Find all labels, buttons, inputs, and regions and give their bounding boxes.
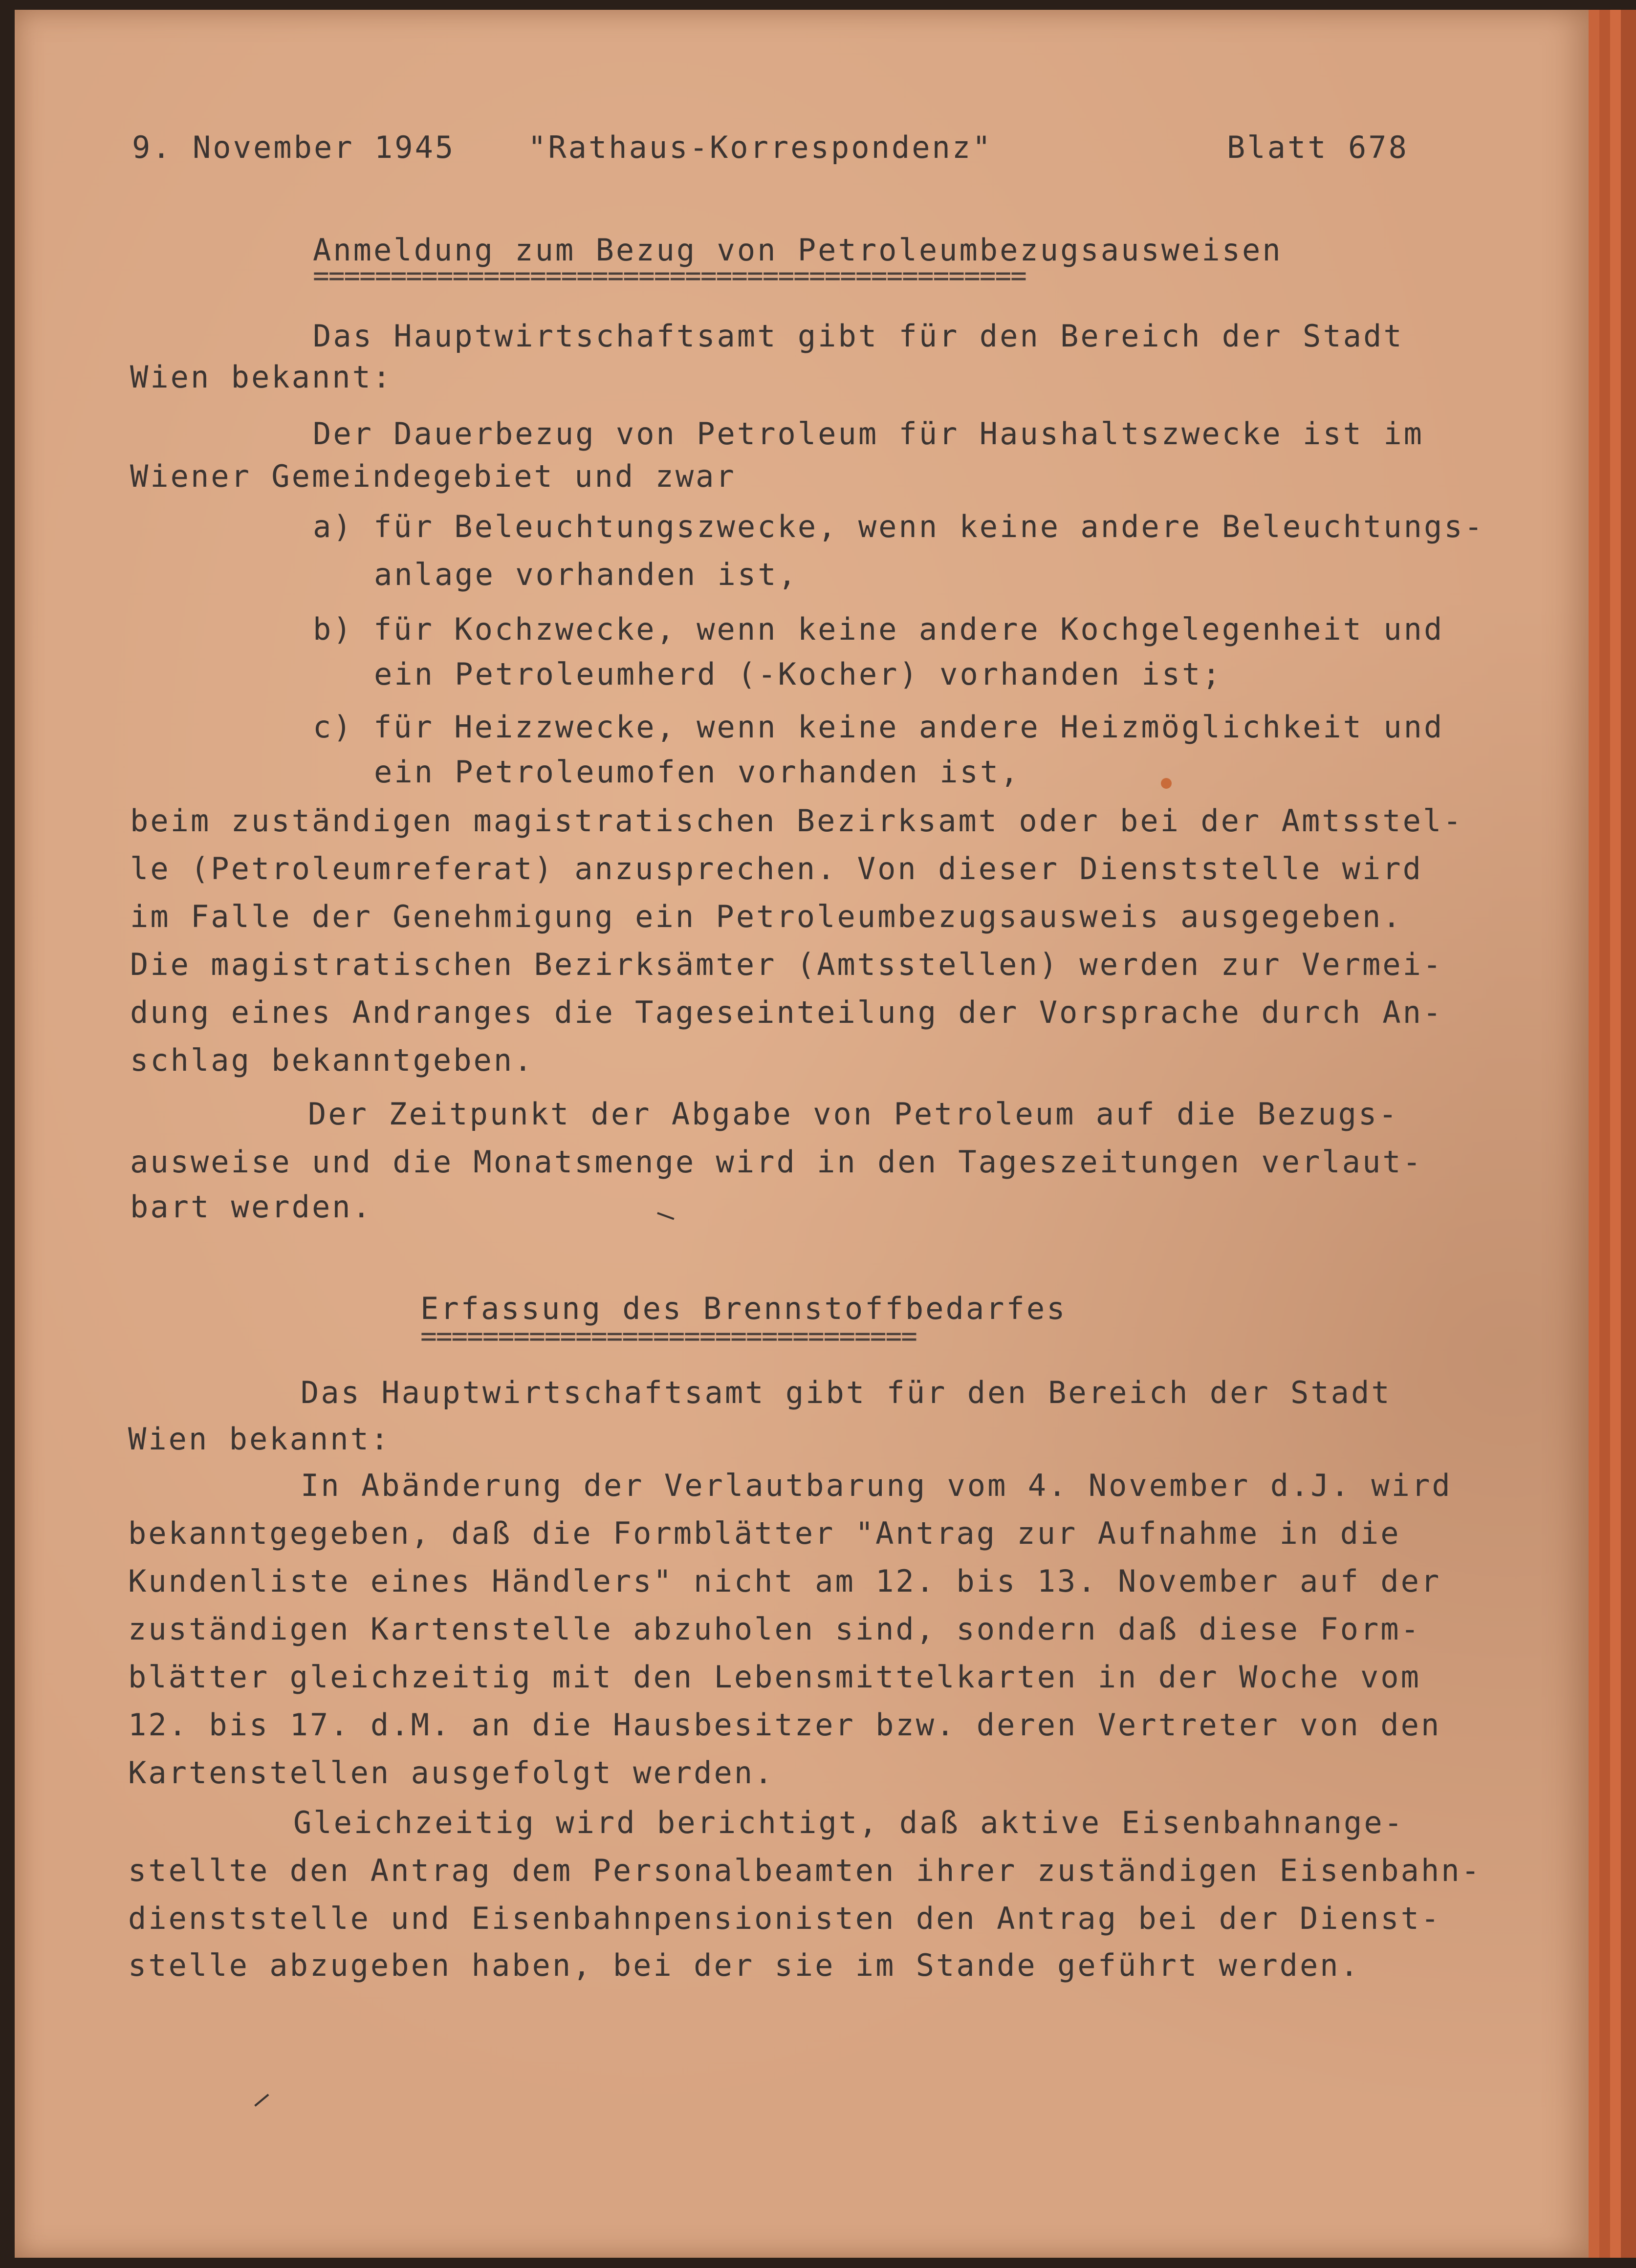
paragraph-line: Wiener Gemeindegebiet und zwar [130, 458, 736, 494]
ink-spot [1161, 778, 1172, 789]
title-underline: ================================ [420, 1324, 916, 1349]
paragraph-line: bekanntgegeben, daß die Formblätter "Antrag zur Aufnahme in die [128, 1515, 1401, 1551]
list-item-line: a) für Beleuchtungszwecke, wenn keine andere Beleuchtungs- [313, 509, 1484, 544]
title-underline: ============================================== [313, 264, 1026, 288]
list-item-line: b) für Kochzwecke, wenn keine andere Kochgelegenheit und [313, 611, 1444, 647]
list-item-line: anlage vorhanden ist, [374, 557, 798, 592]
paragraph-line: In Abänderung der Verlautbarung vom 4. November d.J. wird [301, 1468, 1452, 1503]
paragraph-line: beim zuständigen magistratischen Bezirksamt oder bei der Amtsstel- [130, 803, 1463, 839]
paragraph-line: Das Hauptwirtschaftsamt gibt für den Bereich der Stadt [313, 318, 1404, 354]
paragraph-line: Das Hauptwirtschaftsamt gibt für den Bereich der Stadt [301, 1375, 1392, 1410]
paragraph-line: zuständigen Kartenstelle abzuholen sind, sondern daß diese Form- [128, 1611, 1421, 1647]
section-title: Erfassung des Brennstoffbedarfes [420, 1291, 1067, 1326]
pencil-mark: — [652, 1195, 681, 1234]
paragraph-line: Wien bekannt: [130, 359, 393, 395]
page-edge [1621, 10, 1636, 2258]
header-date: 9. November 1945 [132, 130, 456, 165]
header-publication: "Rathaus-Korrespondenz" [528, 130, 993, 165]
pencil-mark: — [242, 2080, 279, 2118]
header-sheet-number: Blatt 678 [1227, 130, 1409, 165]
section-title: Anmeldung zum Bezug von Petroleumbezugsausweisen [313, 232, 1283, 268]
paragraph-line: stellte den Antrag dem Personalbeamten ihrer zuständigen Eisenbahn- [128, 1853, 1482, 1888]
paragraph-line: Kartenstellen ausgefolgt werden. [128, 1755, 775, 1791]
paragraph-line: bart werden. [130, 1189, 372, 1225]
paragraph-line: blätter gleichzeitig mit den Lebensmittelkarten in der Woche vom [128, 1659, 1421, 1695]
list-item-line: ein Petroleumherd (-Kocher) vorhanden ist; [374, 656, 1222, 692]
list-item-line: c) für Heizzwecke, wenn keine andere Heizmöglichkeit und [313, 709, 1444, 745]
paragraph-line: Der Zeitpunkt der Abgabe von Petroleum auf die Bezugs- [308, 1096, 1399, 1132]
paragraph-line: schlag bekanntgeben. [130, 1042, 534, 1078]
paragraph-line: dienststelle und Eisenbahnpensionisten den Antrag bei der Dienst- [128, 1901, 1441, 1936]
paragraph-line: Wien bekannt: [128, 1421, 391, 1457]
paragraph-line: 12. bis 17. d.M. an die Hausbesitzer bzw. deren Vertreter von den [128, 1707, 1441, 1743]
paragraph-line: Gleichzeitig wird berichtigt, daß aktive Eisenbahnange- [293, 1805, 1404, 1840]
paragraph-line: dung eines Andranges die Tageseinteilung der Vorsprache durch An- [130, 994, 1443, 1030]
paragraph-line: Der Dauerbezug von Petroleum für Haushaltszwecke ist im [313, 416, 1424, 452]
paragraph-line: Kundenliste eines Händlers" nicht am 12. bis 13. November auf der [128, 1563, 1441, 1599]
paragraph-line: Die magistratischen Bezirksämter (Amtsstellen) werden zur Vermei- [130, 947, 1443, 982]
page-edge [1610, 10, 1621, 2258]
paragraph-line: im Falle der Genehmigung ein Petroleumbezugsausweis ausgegeben. [130, 899, 1403, 934]
page-edge [1599, 10, 1610, 2258]
paragraph-line: le (Petroleumreferat) anzusprechen. Von dieser Dienststelle wird [130, 851, 1423, 886]
paragraph-line: stelle abzugeben haben, bei der sie im Stande geführt werden. [128, 1947, 1360, 1983]
list-item-line: ein Petroleumofen vorhanden ist, [374, 754, 1021, 790]
paragraph-line: ausweise und die Monatsmenge wird in den Tageszeitungen verlaut- [130, 1144, 1423, 1180]
page-edge [1589, 10, 1599, 2258]
